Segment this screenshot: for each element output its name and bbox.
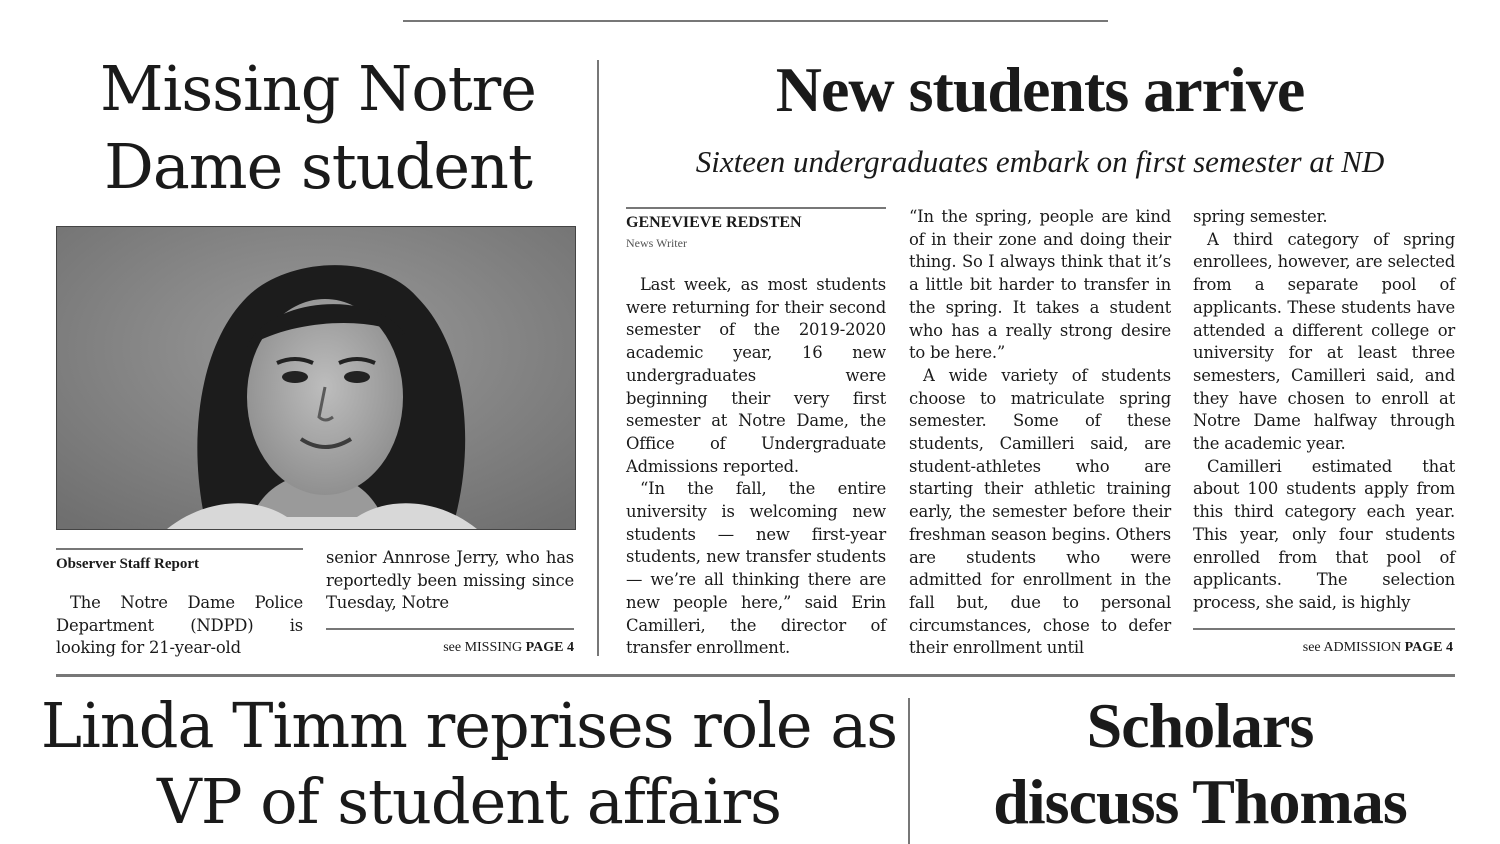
- jump-rule: [1193, 628, 1455, 630]
- byline-rule: [626, 207, 886, 209]
- missing-story-column-2: [326, 547, 574, 615]
- story-paragraph: A wide variety of students choose to matriculate spring semester. Some of these students, Camilleri said, are student-athletes who are starting their athletic training early, the semester before their freshman season begins. Others are students who were admitted for enrollment in the fall but, due to personal circumstances, chose to defer their enrollment until: [909, 365, 1171, 658]
- column-divider: [908, 698, 910, 844]
- masthead-strip: [420, 0, 1080, 6]
- student-photo: [56, 226, 576, 530]
- jump-page: PAGE 4: [525, 640, 574, 655]
- author-role: News Writer: [626, 236, 687, 250]
- headline-line: Dame student: [104, 130, 532, 203]
- headline-line: Missing Notre: [100, 52, 536, 125]
- story-paragraph: spring semester.: [1193, 207, 1328, 226]
- headline-line: VP of student affairs: [157, 765, 781, 838]
- new-students-subhead: Sixteen undergraduates embark on first semester at ND: [695, 144, 1385, 179]
- jump-prefix: see ADMISSION: [1302, 640, 1402, 655]
- story-paragraph: senior Annrose Jerry, who has reportedly been missing since Tuesday, Notre: [326, 548, 574, 613]
- headline-line: discuss Thomas: [993, 766, 1407, 837]
- byline-rule: [56, 548, 303, 550]
- scholars-headline[interactable]: [920, 688, 1480, 840]
- staff-report-byline: Observer Staff Report: [56, 556, 200, 572]
- jump-prefix: see MISSING: [443, 640, 523, 655]
- missing-story-column-1: [56, 592, 303, 660]
- admission-jump-link[interactable]: [1193, 640, 1453, 656]
- story-paragraph: “In the fall, the entire university is welcoming new students — new first-year students, new transfer students — we’re all thinking there are new people here,” said Erin Camilleri, the director of transfer enrollment.: [626, 479, 886, 658]
- missing-student-headline[interactable]: [58, 50, 578, 206]
- story-paragraph: A third category of spring enrollees, however, are selected from a separate pool of applicants. These students have attended a different college or university for at least three semesters, Camilleri said, and they have chosen to enroll at Notre Dame halfway through the academic year.: [1193, 229, 1455, 454]
- headline-line: Scholars: [1086, 690, 1314, 761]
- new-students-headline[interactable]: New students arrive: [775, 54, 1305, 125]
- missing-jump-link[interactable]: [326, 640, 574, 656]
- main-story-column-2: [909, 206, 1171, 660]
- section-rule: [56, 674, 1455, 677]
- story-paragraph: Camilleri estimated that about 100 students apply from this third category each year. This year, only four students enrolled from that pool of applicants. The selection process, she said, is highly: [1193, 456, 1455, 612]
- column-divider: [597, 60, 599, 656]
- main-story-column-3: [1193, 206, 1455, 615]
- story-paragraph: The Notre Dame Police Department (NDPD) is looking for 21-year-old: [56, 593, 303, 658]
- story-paragraph: “In the spring, people are kind of in their zone and doing their thing. So I always think that it’s a little bit harder to transfer in the spring. It takes a student who has a really strong desire to be here.”: [909, 207, 1171, 363]
- linda-timm-headline[interactable]: [40, 688, 898, 840]
- masthead-rule: [403, 20, 1108, 22]
- headline-line: Linda Timm reprises role as: [40, 689, 898, 762]
- story-paragraph: Last week, as most students were returning for their second semester of the 2019-2020 academic year, 16 new undergraduates were beginning their very first semester at Notre Dame, the Office of Undergraduate Admissions reported.: [626, 275, 886, 476]
- portrait-image: [57, 227, 575, 529]
- jump-page: PAGE 4: [1404, 640, 1453, 655]
- author-name: GENEVIEVE REDSTEN: [626, 214, 802, 231]
- jump-rule: [326, 628, 574, 630]
- main-story-column-1: [626, 274, 886, 660]
